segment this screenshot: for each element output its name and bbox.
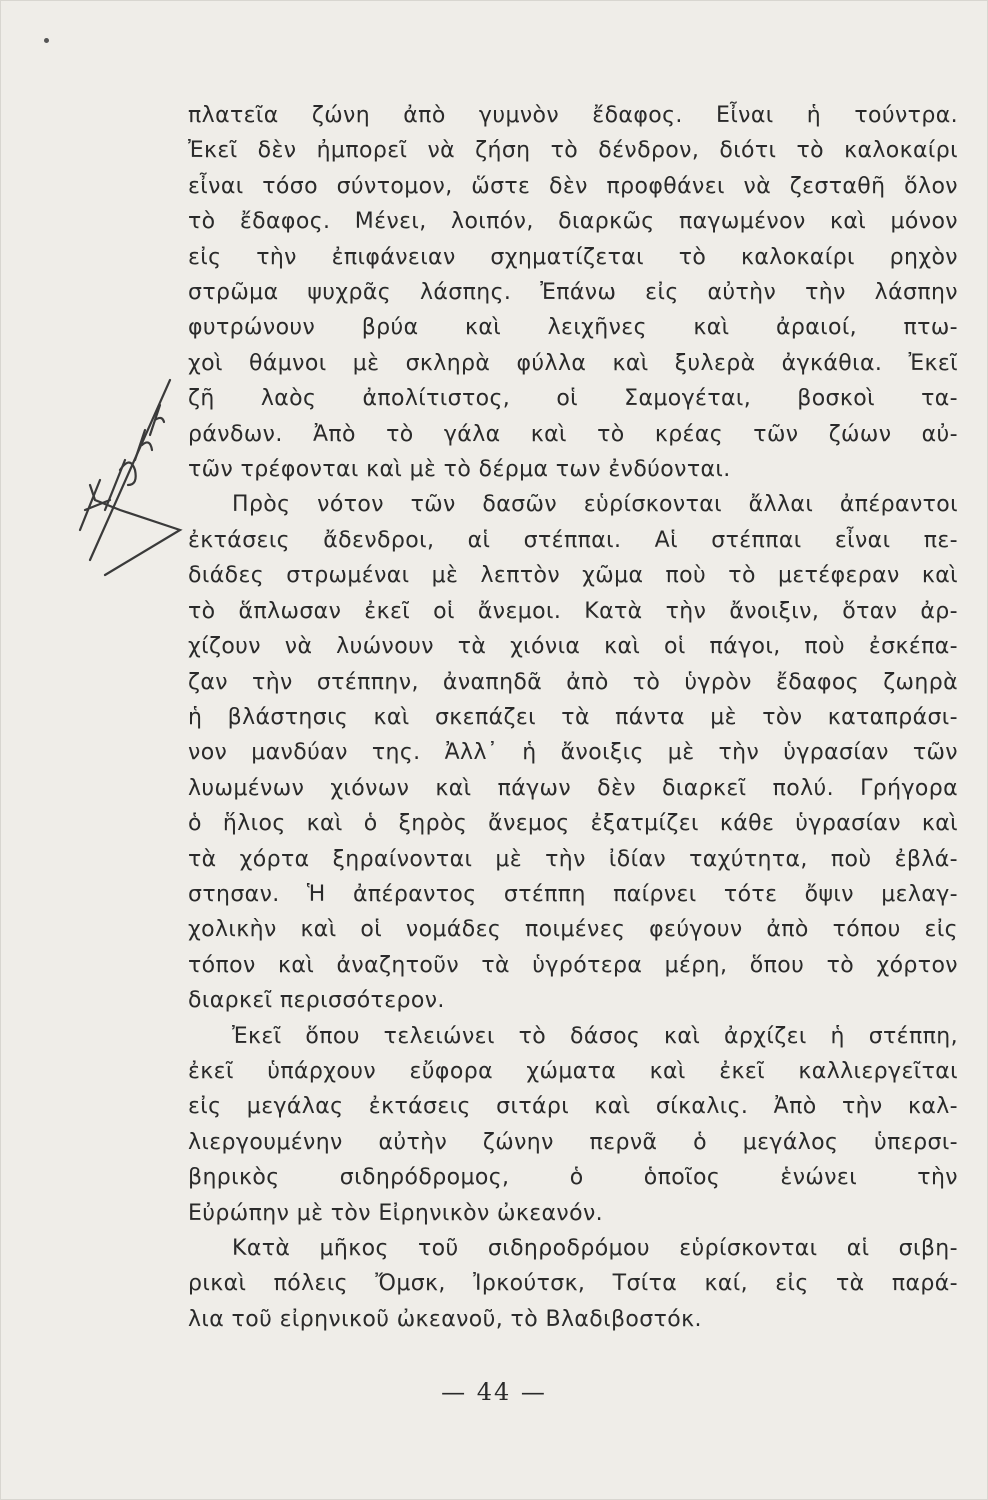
text-line: νον μανδύαν της. Ἀλλ᾽ ἡ ἄνοιξις μὲ τὴν ὑγρασίαν τῶν	[188, 740, 958, 766]
text-line: χοὶ θάμνοι μὲ σκληρὰ φύλλα καὶ ξυλερὰ ἀγκάθια. Ἐκεῖ	[188, 350, 958, 376]
text-line: χίζουν νὰ λυώνουν τὰ χιόνια καὶ οἱ πάγοι, ποὺ ἐσκέπα-	[188, 634, 958, 660]
text-line: εἰς τὴν ἐπιφάνειαν σχηματίζεται τὸ καλοκαίρι ρηχὸν	[188, 244, 958, 270]
text-line: ὁ ἥλιος καὶ ὁ ξηρὸς ἄνεμος ἐξατμίζει κάθε ὑγρασίαν καὶ	[188, 811, 958, 837]
text-line: ἡ βλάστησις καὶ σκεπάζει τὰ πάντα μὲ τὸν καταπράσι-	[188, 704, 958, 730]
text-line: διαρκεῖ περισσότερον.	[188, 988, 445, 1014]
paragraph-3	[188, 1019, 958, 1231]
paragraph-1	[188, 98, 958, 487]
text-line: τῶν τρέφονται καὶ μὲ τὸ δέρμα των ἐνδύονται.	[188, 457, 731, 483]
text-line: ράνδων. Ἀπὸ τὸ γάλα καὶ τὸ κρέας τῶν ζώων αὐ-	[188, 421, 958, 447]
text-line: διάδες στρωμέναι μὲ λεπτὸν χῶμα ποὺ τὸ μετέφεραν καὶ	[188, 563, 958, 589]
text-line: ζῆ λαὸς ἀπολίτιστος, οἱ Σαμογέται, βοσκοὶ τα-	[188, 386, 958, 412]
text-line: βηρικὸς σιδηρόδρομος, ὁ ὁποῖος ἑνώνει τὴν	[188, 1165, 958, 1191]
handwritten-signature	[50, 360, 190, 590]
text-line: Ἐκεῖ δὲν ἠμπορεῖ νὰ ζήση τὸ δένδρον, διότι τὸ καλοκαίρι	[188, 138, 958, 164]
text-line: εἰς μεγάλας ἐκτάσεις σιτάρι καὶ σίκαλις. Ἀπὸ τὴν καλ-	[188, 1094, 958, 1120]
text-line: τόπον καὶ ἀναζητοῦν τὰ ὑγρότερα μέρη, ὅπου τὸ χόρτον	[188, 952, 958, 978]
text-line: τὸ ἔδαφος. Μένει, λοιπόν, διαρκῶς παγωμένον καὶ μόνον	[188, 209, 958, 235]
page-text	[188, 98, 958, 1337]
speck	[44, 38, 49, 43]
text-line: λυωμένων χιόνων καὶ πάγων δὲν διαρκεῖ πολύ. Γρήγορα	[188, 775, 958, 801]
paragraph-4	[188, 1231, 958, 1337]
text-line: ρικαὶ πόλεις Ὄμσκ, Ἰρκούτσκ, Τσίτα καί, εἰς τὰ παρά-	[188, 1271, 958, 1297]
text-line: τὰ χόρτα ξηραίνονται μὲ τὴν ἰδίαν ταχύτητα, ποὺ ἐβλά-	[188, 846, 958, 872]
text-line: Κατὰ μῆκος τοῦ σιδηροδρόμου εὑρίσκονται αἱ σιβη-	[232, 1236, 958, 1261]
text-line: στησαν. Ἡ ἀπέραντος στέππη παίρνει τότε ὄψιν μελαγ-	[188, 881, 958, 907]
text-line: πλατεῖα ζώνη ἀπὸ γυμνὸν ἔδαφος. Εἶναι ἡ τούντρα.	[188, 103, 958, 128]
text-line: χολικὴν καὶ οἱ νομάδες ποιμένες φεύγουν ἀπὸ τόπου εἰς	[188, 917, 958, 943]
text-line: Ἐκεῖ ὅπου τελειώνει τὸ δάσος καὶ ἀρχίζει ἡ στέππη,	[232, 1023, 958, 1049]
text-line: στρῶμα ψυχρᾶς λάσπης. Ἐπάνω εἰς αὐτὴν τὴν λάσπην	[188, 280, 958, 306]
text-line: φυτρώνουν βρύα καὶ λειχῆνες καὶ ἀραιοί, πτω-	[188, 315, 958, 341]
text-line: Πρὸς νότον τῶν δασῶν εὑρίσκονται ἄλλαι ἀπέραντοι	[232, 492, 958, 518]
text-line: λιεργουμένην αὐτὴν ζώνην περνᾶ ὁ μεγάλος ὑπερσι-	[188, 1129, 958, 1155]
text-line: ἐκεῖ ὑπάρχουν εὔφορα χώματα καὶ ἐκεῖ καλλιεργεῖται	[188, 1058, 958, 1084]
text-line: ἐκτάσεις ἄδενδροι, αἱ στέππαι. Αἱ στέππαι εἶναι πε-	[188, 527, 958, 553]
text-line: ζαν τὴν στέππην, ἀναπηδᾶ ἀπὸ τὸ ὑγρὸν ἔδαφος ζωηρὰ	[188, 669, 958, 695]
text-line: λια τοῦ εἰρηνικοῦ ὠκεανοῦ, τὸ Βλαδιβοστόκ.	[188, 1306, 702, 1332]
text-line: εἶναι τόσο σύντομον, ὥστε δὲν προφθάνει νὰ ζεσταθῆ ὅλον	[188, 173, 958, 199]
paragraph-2	[188, 487, 958, 1018]
page-number: — 44 —	[441, 1378, 547, 1406]
text-line: τὸ ἅπλωσαν ἐκεῖ οἱ ἄνεμοι. Κατὰ τὴν ἄνοιξιν, ὅταν ἀρ-	[188, 598, 958, 624]
text-line: Εὐρώπην μὲ τὸν Εἰρηνικὸν ὠκεανόν.	[188, 1200, 604, 1226]
